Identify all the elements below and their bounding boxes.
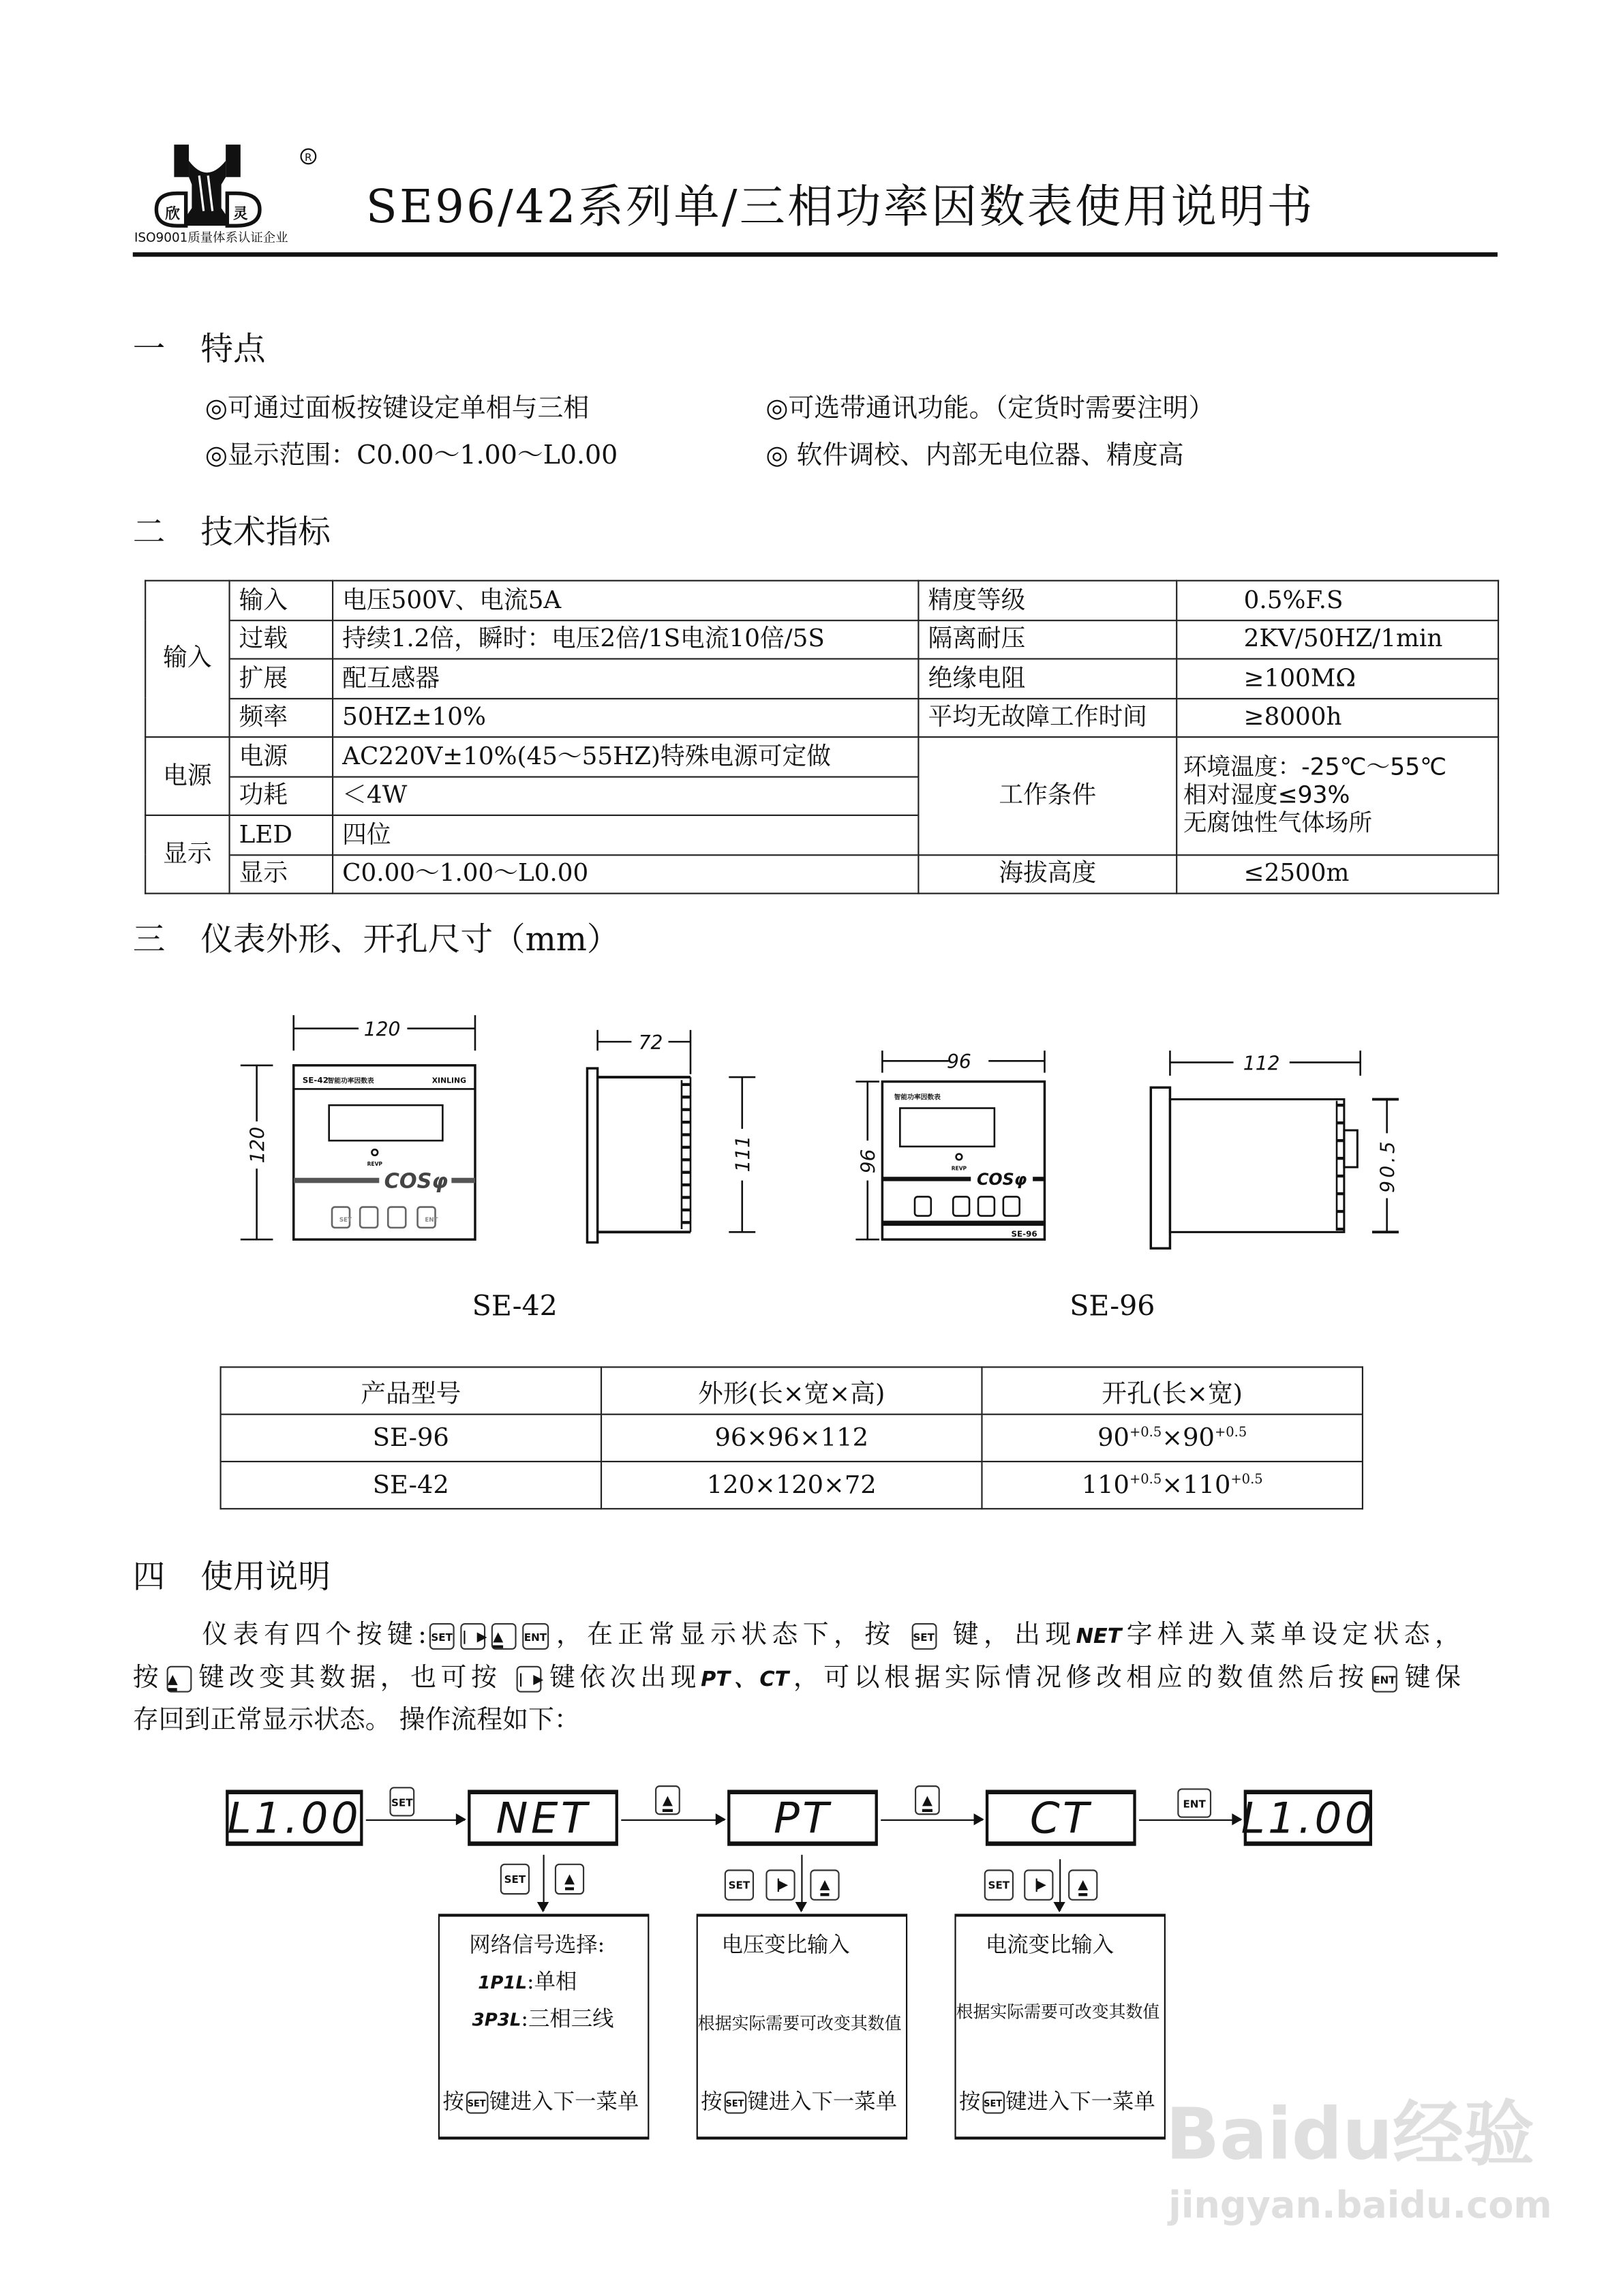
se42-front-outline (294, 1066, 475, 1239)
set-key-icon: SET (466, 2091, 487, 2113)
terminal-tick (682, 1108, 691, 1111)
flow-arrow-down (543, 1855, 545, 1911)
flow-arrow-down (1059, 1859, 1061, 1911)
spec-name: 输入 (230, 581, 333, 620)
se42-display-window (329, 1105, 443, 1141)
env-atmosphere: 无腐蚀性气体场所 (1183, 809, 1373, 837)
se42-cos-label: COSφ (384, 1169, 449, 1194)
spec-value: 0.5%F.S (1177, 581, 1498, 620)
ct-menu-box: 电流变比输入 根据实际需要可改变其数值 按 SET 键进入下一菜单 (954, 1914, 1166, 2139)
se96-set-key (915, 1196, 931, 1215)
group-input: 输入 (145, 581, 229, 737)
set-key-icon: SET (500, 1864, 530, 1894)
terminal-tick (1337, 1228, 1344, 1230)
up-key-icon (810, 1869, 839, 1900)
svg-text:SET: SET (339, 1217, 352, 1224)
spec-value: ≥8000h (1177, 698, 1498, 737)
ent-key-icon: ENT (1177, 1788, 1211, 1817)
display-pt: PT (727, 1790, 878, 1846)
instruction-line-1: 仪表有四个按键: SET|▶▲ ENT ，在正常显示状态下，按 SET 键，出现NET字样进入菜单设定状态， (202, 1623, 1461, 1650)
group-display: 显示 (145, 815, 229, 894)
option-label: :单相 (527, 1971, 577, 1995)
option-code: 1P1L (478, 1972, 528, 1993)
display-ct: CT (986, 1790, 1136, 1846)
spec-value: 2KV/50HZ/1min (1177, 620, 1498, 659)
section3-title: 仪表外形、开孔尺寸（mm） (200, 922, 620, 959)
net-menu-box: 网络信号选择: 1P1L:单相 3P3L:三相三线 按 SET 键进入下一菜单 (438, 1914, 650, 2139)
display-normal: L1.00 (226, 1790, 363, 1846)
box-title: 网络信号选择: (469, 1934, 605, 1958)
terminal-tick (682, 1158, 691, 1161)
se96-width-label: 96 (947, 1051, 971, 1074)
spec-value: 四位 (333, 815, 918, 854)
table-row (221, 1415, 1363, 1462)
se42-brand: XINLING (431, 1076, 466, 1085)
se42-rev-label: REVP (367, 1160, 382, 1167)
cutout-cell: $110^{+0.5}\times 110^{+0.5}$ (982, 1462, 1362, 1509)
shift-key-icon (1024, 1869, 1053, 1900)
column-header: 产品型号 (221, 1367, 601, 1414)
shift-key-icon (517, 1666, 542, 1693)
terminal-tick (682, 1121, 691, 1123)
env-temperature: 环境温度：-25℃～55℃ (1183, 753, 1447, 781)
se96-shift-key (953, 1196, 969, 1215)
set-key-icon: SET (724, 2091, 746, 2113)
spec-name: 绝缘电阻 (918, 659, 1177, 697)
box-title: 电流变比输入 (985, 1934, 1114, 1958)
display-normal-return: L1.00 (1244, 1790, 1372, 1846)
terminal-tick (682, 1133, 691, 1136)
spec-name: 平均无故障工作时间 (918, 698, 1177, 737)
set-key-icon: SET (911, 1623, 937, 1650)
spec-value: ≥100MΩ (1177, 659, 1498, 697)
se96-rev-label: REVP (951, 1165, 967, 1172)
se96-connector (1344, 1130, 1357, 1167)
spec-value: 电压500V、电流5A (333, 581, 918, 620)
se42-depth-label: 72 (638, 1031, 663, 1054)
se42-side-height-label: 111 (731, 1135, 755, 1173)
spec-name: 隔离耐压 (918, 620, 1177, 659)
spec-name: 扩展 (230, 659, 333, 697)
group-power: 电源 (145, 737, 229, 815)
section4-title: 使用说明 (200, 1559, 331, 1597)
spec-value: 持续1.2倍，瞬时：电压2倍/1S电流10倍/5S (333, 620, 918, 659)
se96-panel-name: 智能功率因数表 (894, 1093, 941, 1102)
spec-name: 频率 (230, 698, 333, 737)
document-title: SE96/42系列单/三相功率因数表使用说明书 (365, 181, 1315, 235)
terminal-tick (682, 1171, 691, 1174)
spec-value: C0.00～1.00～L0.00 (333, 854, 918, 893)
se96-ent-key (1003, 1196, 1020, 1215)
section3-number: 三 (132, 922, 166, 959)
spec-name: 精度等级 (918, 581, 1177, 620)
model-cell: SE-96 (221, 1415, 601, 1462)
terminal-tick (1337, 1104, 1344, 1106)
ent-key-icon: ENT (1371, 1666, 1397, 1693)
flow-arrow (366, 1819, 465, 1821)
spec-name: LED (230, 815, 333, 854)
baidu-watermark: Baidu经验 (1165, 2094, 1535, 2177)
feature-item: ◎可选带通讯功能。（定货时需要注明） (765, 394, 1215, 424)
svg-text:ENT: ENT (425, 1217, 438, 1224)
spec-name: 显示 (230, 854, 333, 893)
feature-item: ◎可通过面板按键设定单相与三相 (204, 394, 590, 424)
se96-depth-label: 112 (1243, 1052, 1280, 1075)
baidu-watermark-url: jingyan.baidu.com (1168, 2184, 1552, 2227)
option-code: 3P3L (472, 2009, 521, 2030)
terminal-tick (682, 1221, 691, 1224)
se96-height-label: 96 (857, 1149, 880, 1174)
table-row (221, 1462, 1363, 1509)
se96-cos-label: COSφ (976, 1170, 1027, 1190)
terminal-tick (1337, 1157, 1344, 1160)
ent-key-icon: ENT (523, 1623, 549, 1650)
terminal-tick (682, 1146, 691, 1149)
se96-side-flange (1151, 1087, 1170, 1248)
svg-text:欣: 欣 (165, 205, 181, 223)
se42-caption: SE-42 (472, 1290, 558, 1323)
svg-text:灵: 灵 (232, 205, 248, 223)
spec-value: ≤2500m (1177, 854, 1498, 893)
terminal-tick (1337, 1192, 1344, 1195)
section4-number: 四 (132, 1559, 166, 1597)
terminal-tick (1337, 1139, 1344, 1142)
se42-terminal-ticks (682, 1083, 691, 1224)
se42-panel-model: SE-42 (302, 1075, 329, 1085)
column-header: 外形(长×宽×高) (601, 1367, 982, 1414)
terminal-tick (682, 1083, 691, 1086)
section1-title: 特点 (200, 332, 266, 369)
spec-value: 配互感器 (333, 659, 918, 697)
model-cell: SE-42 (221, 1462, 601, 1509)
se42-width-label: 120 (363, 1018, 401, 1041)
instruction-line-2: 按▲ 键改变其数据，也可按 |▶ 键依次出现PT、CT，可以根据实际情况修改相应的数值然后按 ENT 键保 (133, 1666, 1461, 1693)
se96-up-key (978, 1196, 995, 1215)
set-key-icon: SET (389, 1787, 414, 1816)
svg-text:R: R (304, 151, 312, 164)
section2-title: 技术指标 (200, 515, 331, 552)
se96-display-window (900, 1108, 995, 1147)
flow-arrow (621, 1819, 725, 1821)
flow-arrow-down (801, 1855, 802, 1911)
spec-value: 50HZ±10% (333, 698, 918, 737)
se96-side-height-label: 90.5 (1376, 1138, 1399, 1193)
instruction-line-3: 存回到正常显示状态。 操作流程如下： (132, 1706, 580, 1736)
section2-number: 二 (132, 515, 166, 552)
set-key-icon: SET (725, 1869, 754, 1900)
box-title: 电压变比输入 (721, 1934, 850, 1958)
pt-menu-box: 电压变比输入 根据实际需要可改变其数值 按 SET 键进入下一菜单 (697, 1914, 908, 2139)
env-humidity: 相对湿度≤93% (1183, 781, 1350, 809)
section1-number: 一 (132, 332, 166, 369)
terminal-tick (682, 1183, 691, 1186)
spec-name: 过载 (230, 620, 333, 659)
box-description: 根据实际需要可改变其数值 (697, 2012, 902, 2034)
shift-key-icon (765, 1869, 795, 1900)
iso-certification: ISO9001质量体系认证企业 (134, 231, 288, 246)
se96-panel-model: SE-96 (1011, 1228, 1037, 1239)
up-key-icon (915, 1785, 940, 1815)
se42-shift-key (360, 1207, 378, 1228)
up-key-icon (555, 1864, 584, 1894)
se96-caption: SE-96 (1070, 1290, 1155, 1323)
box-description: 根据实际需要可改变其数值 (956, 2001, 1160, 2022)
size-cell: 120×120×72 (601, 1462, 982, 1509)
terminal-tick (1337, 1175, 1344, 1177)
set-key-icon: SET (429, 1623, 455, 1650)
option-label: :三相三线 (521, 2008, 614, 2031)
feature-item: ◎ 软件调校、内部无电位器、精度高 (765, 441, 1184, 472)
se42-height-label: 120 (246, 1126, 269, 1164)
column-header: 开孔(长×宽) (982, 1367, 1362, 1414)
flow-arrow (1139, 1819, 1241, 1821)
shift-key-icon (461, 1623, 486, 1650)
spec-name: 功耗 (230, 776, 333, 815)
set-key-icon: SET (982, 2091, 1003, 2113)
flow-arrow (881, 1819, 982, 1821)
terminal-tick (682, 1096, 691, 1098)
up-key-icon (1068, 1869, 1097, 1900)
se42-panel-name: 智能功率因数表 (327, 1077, 374, 1085)
cutout-cell: $90^{+0.5}\times 90^{+0.5}$ (982, 1415, 1362, 1462)
se96-terminal-ticks (1337, 1104, 1344, 1230)
terminal-tick (1337, 1121, 1344, 1124)
spec-value: AC220V±10%(45～55HZ)特殊电源可定做 (333, 737, 918, 776)
terminal-tick (682, 1196, 691, 1198)
display-net: NET (468, 1790, 618, 1846)
feature-item: ◎显示范围：C0.00～1.00～L0.00 (204, 441, 618, 472)
work-conditions-label: 工作条件 (918, 737, 1177, 854)
size-table (220, 1366, 1363, 1509)
size-cell: 96×96×112 (601, 1415, 982, 1462)
up-key-icon (655, 1785, 680, 1815)
terminal-tick (682, 1209, 691, 1211)
se42-side-flange (587, 1068, 597, 1242)
terminal-tick (1337, 1210, 1344, 1213)
up-key-icon (166, 1666, 192, 1693)
up-key-icon (491, 1623, 517, 1650)
spec-name: 海拔高度 (918, 854, 1177, 893)
spec-name: 电源 (230, 737, 333, 776)
spec-value: ＜4W (333, 776, 918, 815)
se42-up-key (388, 1207, 406, 1228)
set-key-icon: SET (984, 1869, 1014, 1900)
